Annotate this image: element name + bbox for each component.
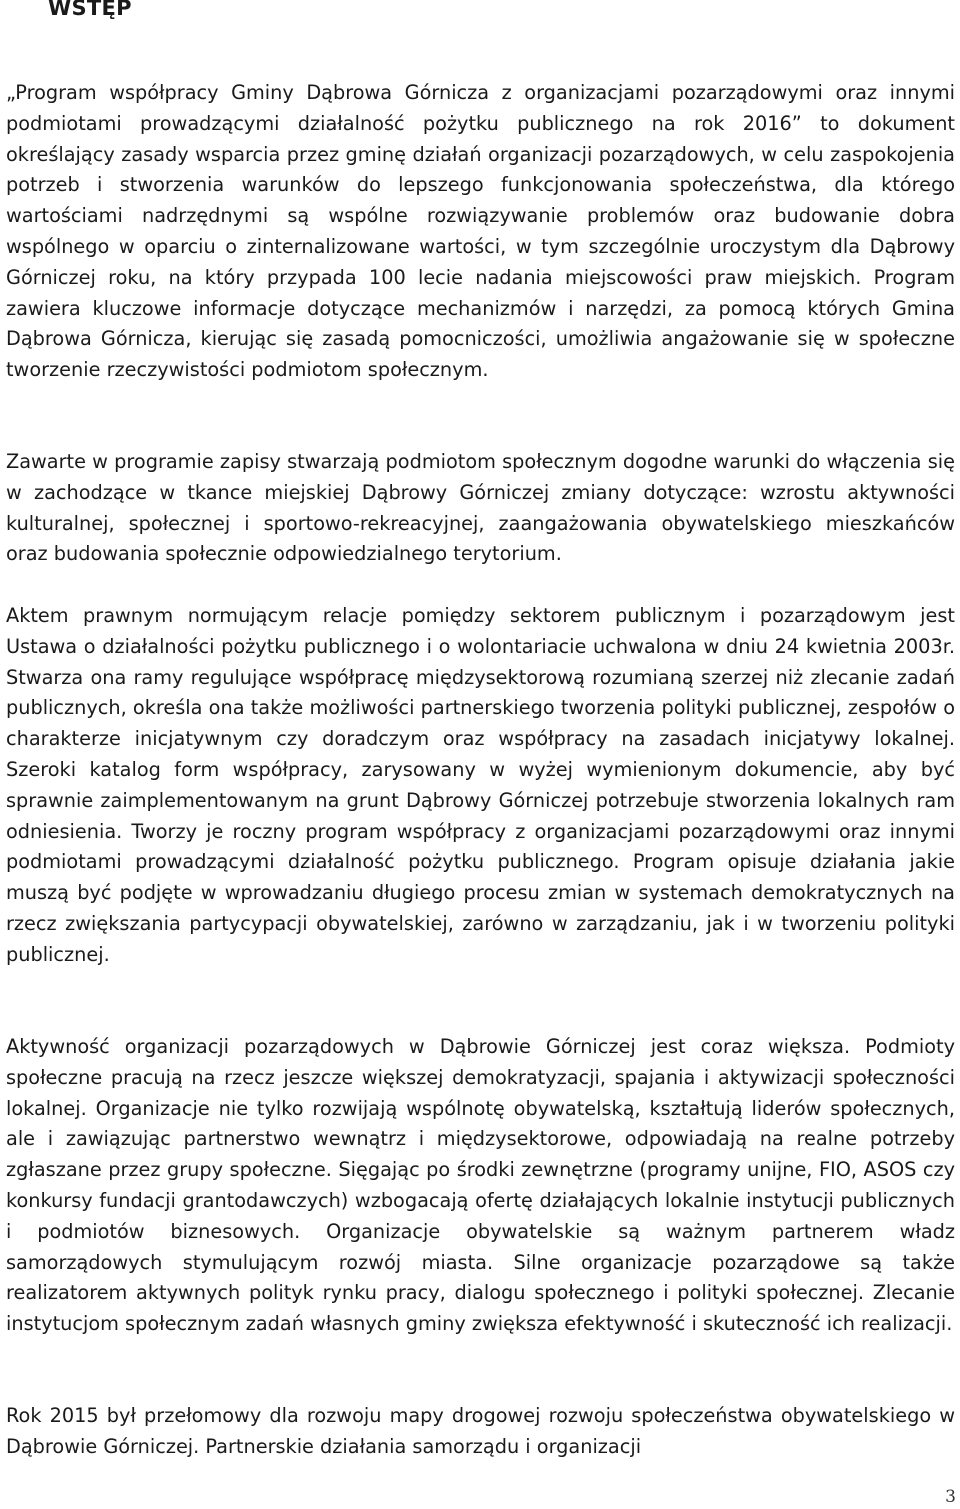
paragraph-legal-act: Aktem prawnym normującym relacje pomiędzy sektorem publicznym i pozarządowym jest Ustawa o działalności pożytku publicznego i o wolontariacie uchwalona w dniu 24 kwietnia 2003r. Stwarza ona ramy regulujące współpracę międzysektorową rozumianą szerzej niż zlecanie zadań publicznych, określa ona także możliwości partnerskiego tworzenia polityki publicznej, zespołów o charakterze inicjatywnym czy doradczym oraz współpracy na zasadach inicjatywy lokalnej. Szeroki katalog form współpracy, zarysowany w wyżej wymienionym dokumencie, aby być sprawnie zaimplementowanym na grunt Dąbrowy Górniczej potrzebuje stworzenia lokalnych ram odniesienia. Tworzy je roczny program współpracy z organizacjami pozarządowymi oraz innymi podmiotami prowadzącymi działalność pożytku publicznego. Program opisuje działania jakie muszą być podjęte w wprowadzaniu długiego procesu zmian w systemach demokratycznych na rzecz zwiększania partycypacji obywatelskiej, zarówno w zarządzaniu, jak i w tworzeniu polityki publicznej.	[6, 604, 955, 966]
page-number: 3	[945, 1487, 956, 1507]
paragraph-ngo-activity: Aktywność organizacji pozarządowych w Dąbrowie Górniczej jest coraz większa. Podmioty społeczne pracują na rzecz jeszcze większej demokratyzacji, spajania i aktywizacji społeczności lokalnej. Organizacje nie tylko rozwijają wspólnotę obywatelską, kształtują liderów społecznych, ale i zawiązując partnerstwo wewnątrz i międzysektorowe, odpowiadają na realne potrzeby zgłaszane przez grupy społeczne. Sięgając po środki zewnętrzne (programy unijne, FIO, ASOS czy konkursy fundacji grantodawczych) wzbogacają ofertę działających lokalnie instytucji publicznych i podmiotów biznesowych. Organizacje obywatelskie są ważnym partnerem władz samorządowych stymulującym rozwój miasta. Silne organizacje pozarządowe są także realizatorem aktywnych polityk rynku pracy, dialogu społecznego i polityki społecznej. Zlecanie instytucjom społecznym zadań własnych gminy zwiększa efektywność i skuteczność ich realizacji.	[6, 1035, 955, 1336]
paragraph-program-provisions: Zawarte w programie zapisy stwarzają podmiotom społecznym dogodne warunki do włączenia się w zachodzące w tkance miejskiej Dąbrowy Górniczej zmiany dotyczące: wzrostu aktywności kulturalnej, społecznej i sportowo-rekreacyjnej, zaangażowania obywatelskiego mieszkańców oraz budowania społecznie odpowiedzialnego terytorium.	[6, 450, 955, 566]
paragraph-year-2015: Rok 2015 był przełomowy dla rozwoju mapy drogowej rozwoju społeczeństwa obywatelskiego w Dąbrowie Górniczej. Partnerskie działania samorządu i organizacji	[6, 1404, 955, 1458]
section-title: WSTĘP	[48, 0, 132, 20]
paragraph-intro: „Program współpracy Gminy Dąbrowa Górnicza z organizacjami pozarządowymi oraz innymi podmiotami prowadzącymi działalność pożytku publicznego na rok 2016” to dokument określający zasady wsparcia przez gminę działań organizacji pozarządowych, w celu zaspokojenia potrzeb i stworzenia warunków do lepszego funkcjonowania społeczeństwa, dla którego wartościami nadrzędnymi są wspólne rozwiązywanie problemów oraz budowanie dobra wspólnego w oparciu o zinternalizowane wartości, w tym szczególnie uroczystym dla Dąbrowy Górniczej roku, na który przypada 100 lecie nadania miejscowości praw miejskich. Program zawiera kluczowe informacje dotyczące mechanizmów i narzędzi, za pomocą których Gmina Dąbrowa Górnicza, kierując się zasadą pomocniczości, umożliwia angażowanie się w społeczne tworzenie rzeczywistości podmiotom społecznym.	[6, 81, 955, 382]
